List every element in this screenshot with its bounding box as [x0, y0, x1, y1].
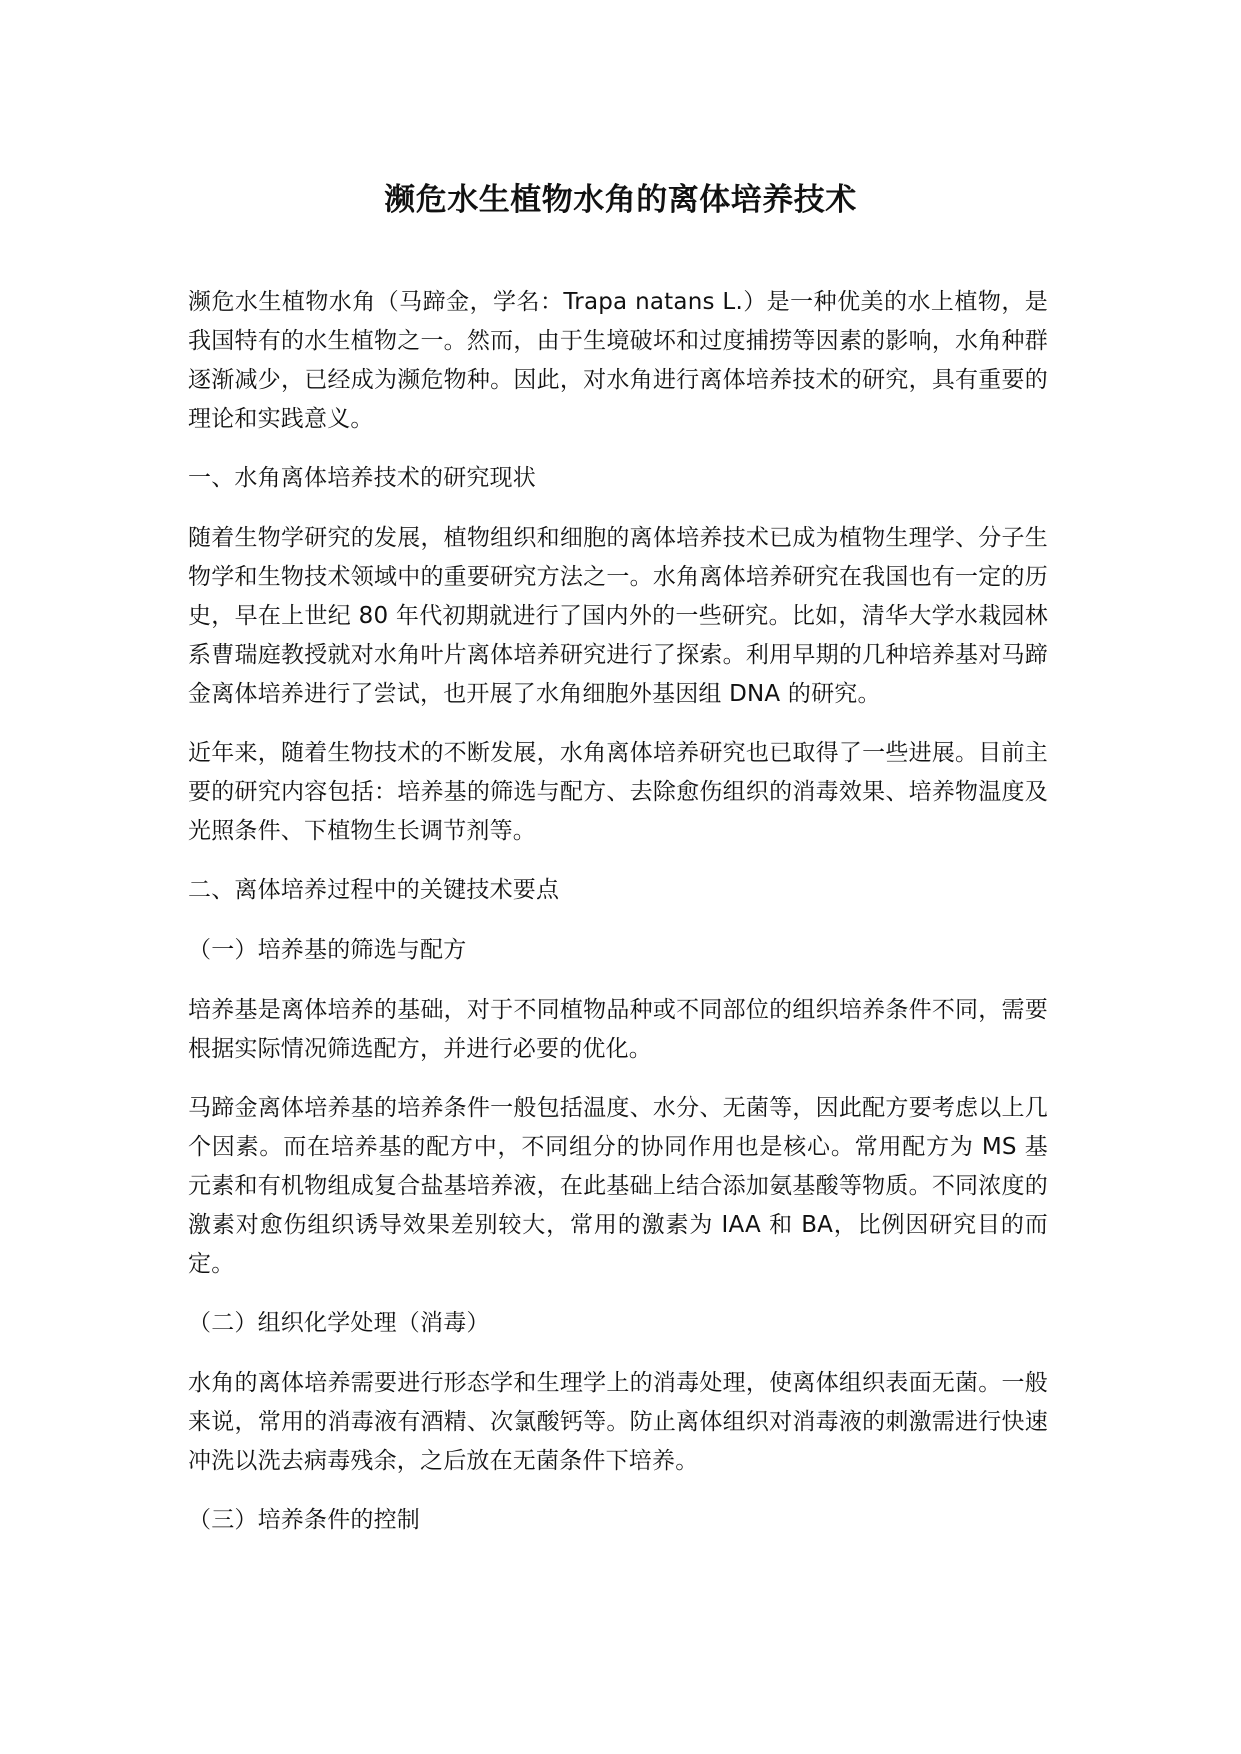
subsection-heading-1: （一）培养基的筛选与配方 — [188, 937, 467, 963]
subsection-heading-3: （三）培养条件的控制 — [188, 1507, 420, 1533]
paragraph-medium-formula: 马蹄金离体培养基的培养条件一般包括温度、水分、无菌等，因此配方要考虑以上几个因素。而在培养基的配方中，不同组分的协同作用也是核心。常用配方为 MS 基元素和有机物组成复合盐基培养液，在此基础上结合添加氨基酸等物质。不同浓度的激素对愈伤组织诱导效果差别较大，常用的激素为 IAA 和 BA，比例因研究目的而定。 — [188, 1095, 1048, 1277]
paragraph-research-history: 随着生物学研究的发展，植物组织和细胞的离体培养技术已成为植物生理学、分子生物学和生物技术领域中的重要研究方法之一。水角离体培养研究在我国也有一定的历史，早在上世纪 80 年代初期就进行了国内外的一些研究。比如，清华大学水栽园林系曹瑞庭教授就对水角叶片离体培养研究进行了探索。利用早期的几种培养基对马蹄金离体培养进行了尝试，也开展了水角细胞外基因组 DNA 的研究。 — [188, 525, 1048, 707]
paragraph-medium-basis: 培养基是离体培养的基础，对于不同植物品种或不同部位的组织培养条件不同，需要根据实际情况筛选配方，并进行必要的优化。 — [188, 997, 1048, 1062]
document-title: 濒危水生植物水角的离体培养技术 — [384, 182, 857, 218]
paragraph-recent-progress: 近年来，随着生物技术的不断发展，水角离体培养研究也已取得了一些进展。目前主要的研究内容包括：培养基的筛选与配方、去除愈伤组织的消毒效果、培养物温度及光照条件、下植物生长调节剂等。 — [188, 740, 1048, 844]
paragraph-intro: 濒危水生植物水角（马蹄金，学名：Trapa natans L.）是一种优美的水上植物，是我国特有的水生植物之一。然而，由于生境破坏和过度捕捞等因素的影响，水角种群逐渐减少，已经成为濒危物种。因此，对水角进行离体培养技术的研究，具有重要的理论和实践意义。 — [188, 289, 1048, 432]
section-heading-1: 一、水角离体培养技术的研究现状 — [188, 465, 536, 491]
subsection-heading-2: （二）组织化学处理（消毒） — [188, 1310, 490, 1336]
paragraph-disinfection: 水角的离体培养需要进行形态学和生理学上的消毒处理，使离体组织表面无菌。一般来说，常用的消毒液有酒精、次氯酸钙等。防止离体组织对消毒液的刺激需进行快速冲洗以洗去病毒残余，之后放在无菌条件下培养。 — [188, 1370, 1048, 1474]
section-heading-2: 二、离体培养过程中的关键技术要点 — [188, 877, 560, 903]
document-body — [188, 283, 1048, 1561]
